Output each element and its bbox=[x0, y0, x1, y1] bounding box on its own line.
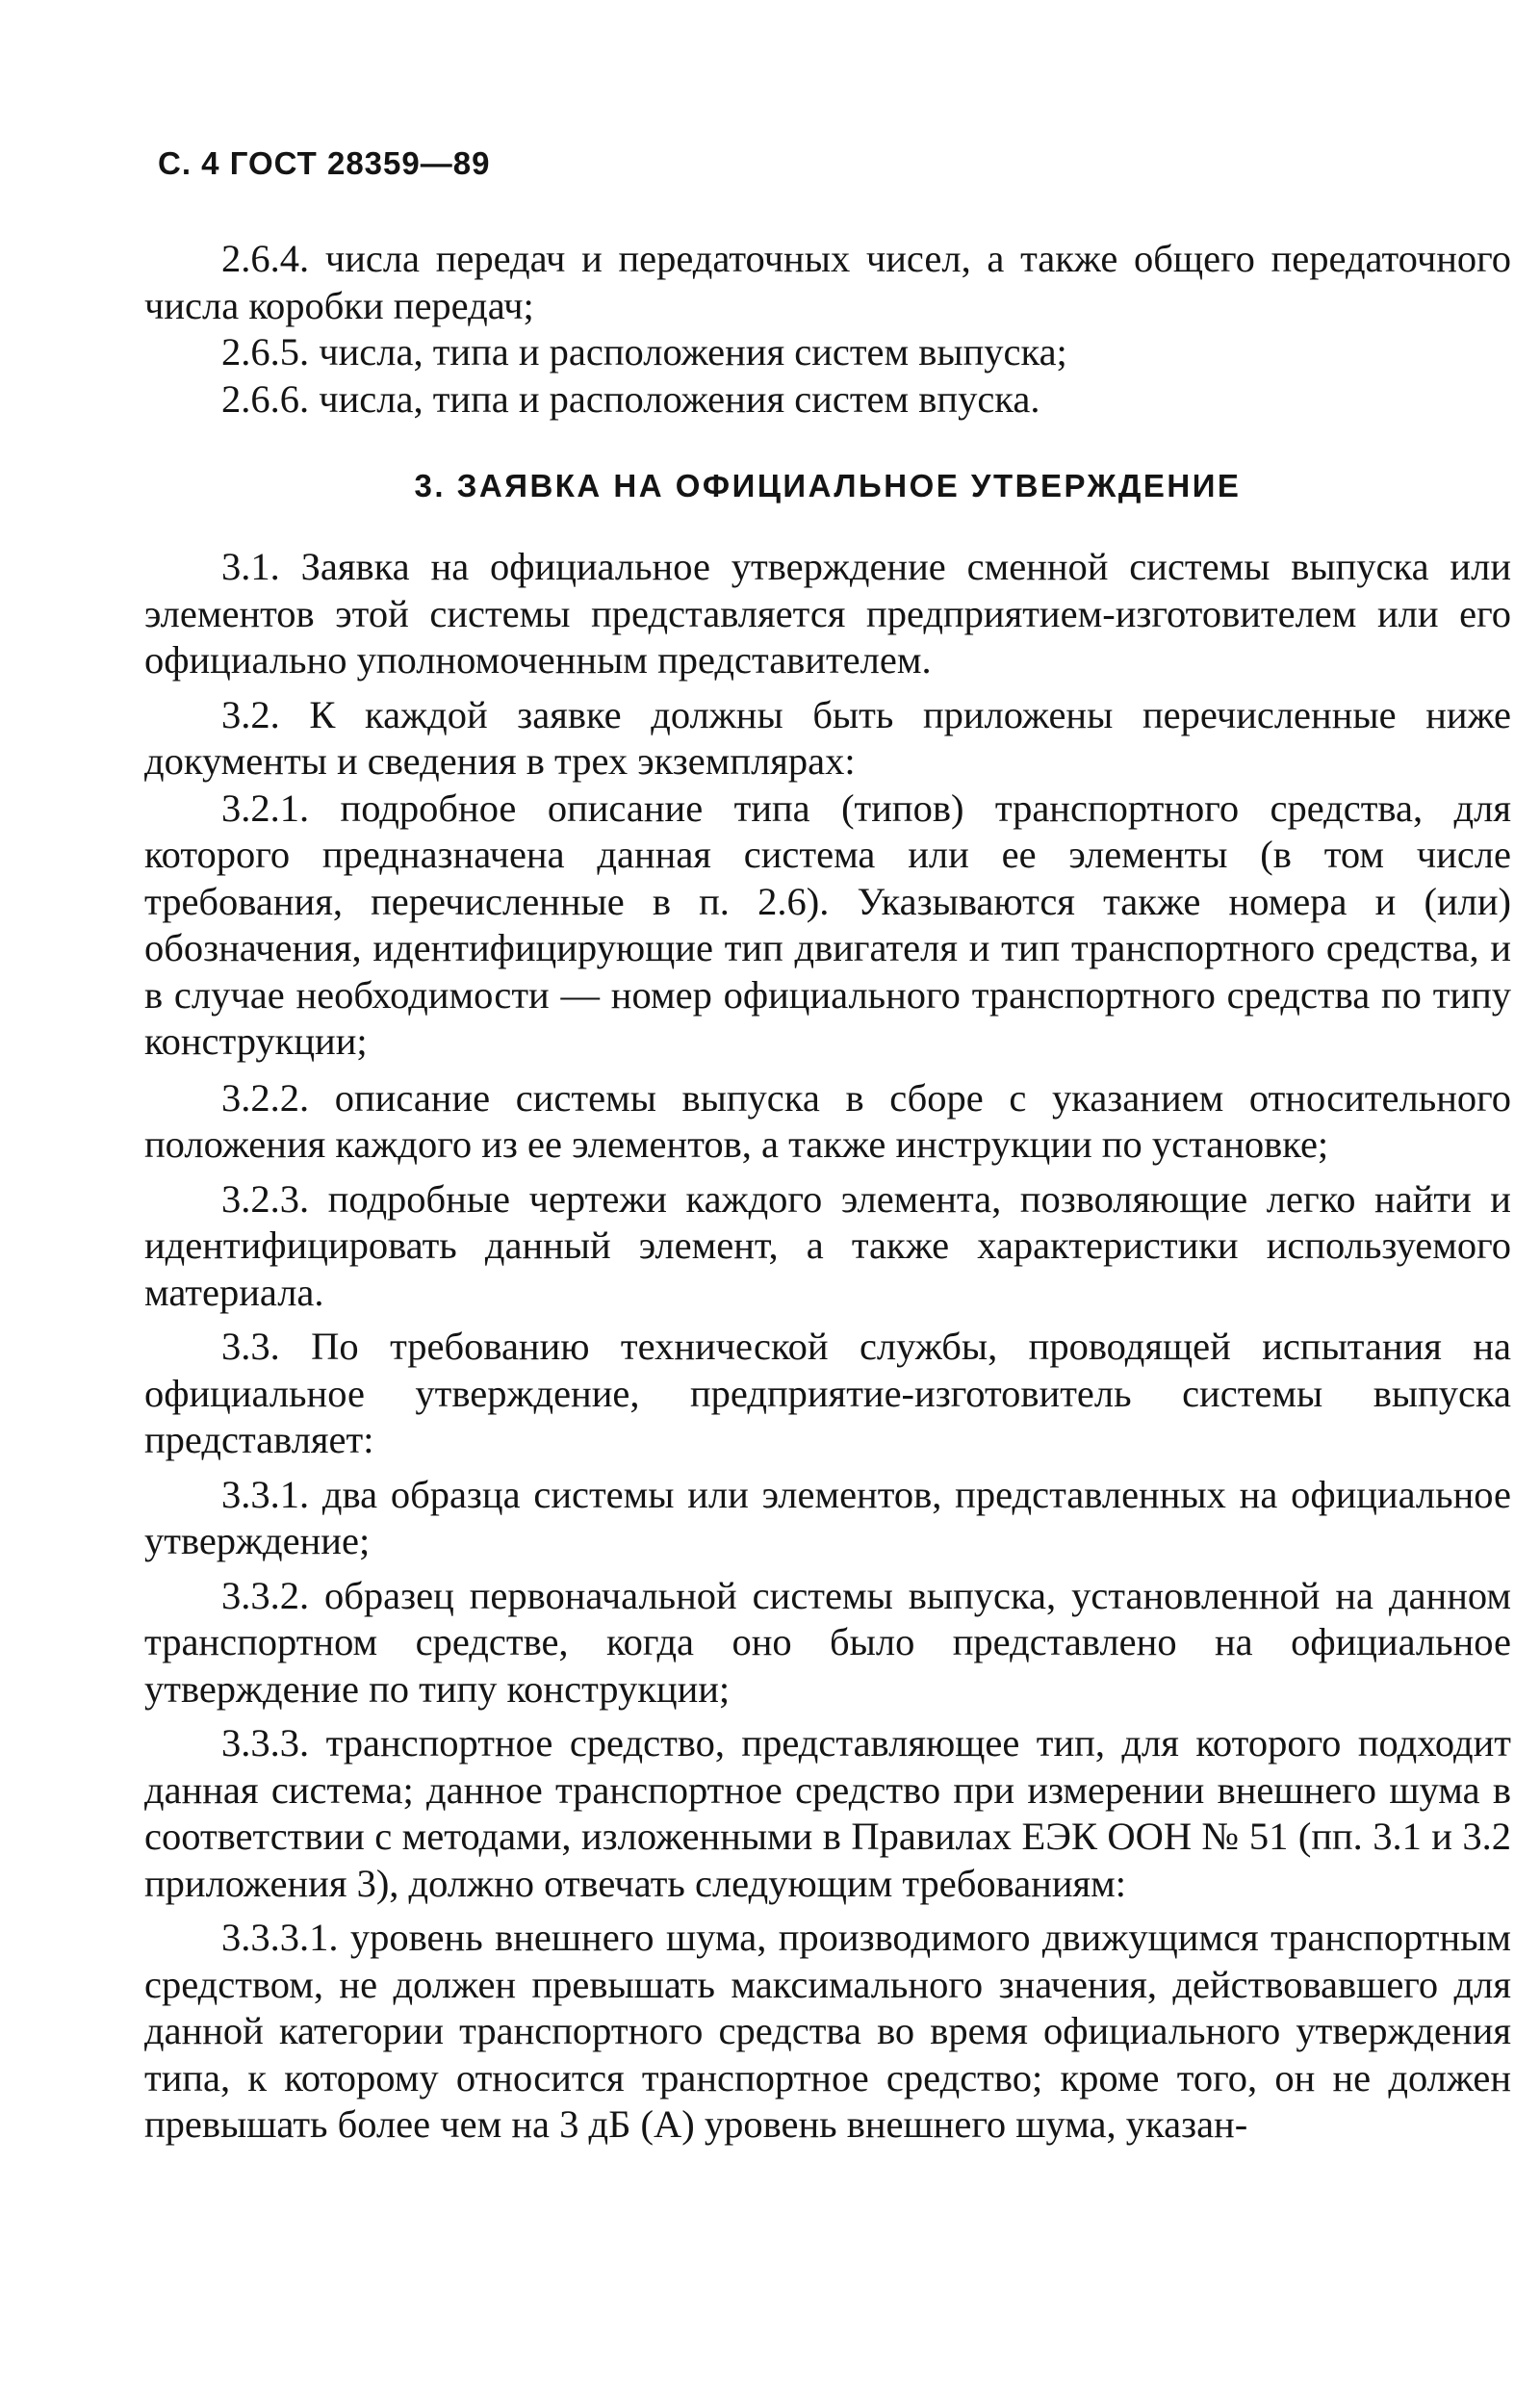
paragraph-3-1: 3.1. Заявка на официальное утверждение сменной системы выпуска или элементов этой системы представляется предприятием-изготовителем или его официально уполномоченным представителем. bbox=[144, 545, 1511, 682]
section-title: 3. ЗАЯВКА НА ОФИЦИАЛЬНОЕ УТВЕРЖДЕНИЕ bbox=[414, 468, 1242, 503]
item-2-6-6: 2.6.6. числа, типа и расположения систем впуска. bbox=[221, 376, 1040, 421]
paragraph-3-2-3: 3.2.3. подробные чертежи каждого элемента, позволяющие легко найти и идентифицировать данный элемент, а также характеристики используемого материала. bbox=[144, 1176, 1511, 1314]
paragraph-3-3-3-1: 3.3.3.1. уровень внешнего шума, производимого движущимся транспортным средством, не должен превышать максимального значения, действовавшего для данной категории транспортного средства во время официального утверждения типа, к которому относится транспортное средство; кроме того, он не должен превышать более чем на 3 дБ (А) уровень внешнего шума, указан- bbox=[144, 1916, 1511, 2146]
item-2-6-5: 2.6.5. числа, типа и расположения систем выпуска; bbox=[221, 330, 1067, 374]
paragraph-3-2-2: 3.2.2. описание системы выпуска в сборе с указанием относительного положения каждого из ее элементов, а также инструкции по установке; bbox=[144, 1075, 1511, 1166]
item-2-6-4: 2.6.4. числа передач и передаточных чисел, а также общего передаточного числа коробки передач; bbox=[144, 237, 1511, 327]
document-page bbox=[144, 144, 1511, 2149]
paragraph-3-3: 3.3. По требованию технической службы, проводящей испытания на официальное утверждение, предприятие-изготовитель системы выпуска представляет: bbox=[144, 1325, 1511, 1461]
paragraph-3-2: 3.2. К каждой заявке должны быть приложены перечисленные ниже документы и сведения в трех экземплярах: bbox=[144, 692, 1511, 783]
paragraph-3-3-1: 3.3.1. два образца системы или элементов, представленных на официальное утверждение; bbox=[144, 1472, 1511, 1562]
paragraph-3-3-3: 3.3.3. транспортное средство, представляющее тип, для которого подходит данная система; данное транспортное средство при измерении внешнего шума в соответствии с методами, изложенными в Правилах ЕЭК ООН № 51 (пп. 3.1 и 3.2 приложения 3), должно отвечать следующим требованиям: bbox=[144, 1721, 1511, 1905]
paragraph-3-2-1: 3.2.1. подробное описание типа (типов) транспортного средства, для которого предназначена данная система или ее элементы (в том числе требования, перечисленные в п. 2.6). Указываются также номера и (или) обозначения, идентифицирующие тип двигателя и тип транспортного средства, и в случае необходимости — номер официального транспортного средства по типу конструкции; bbox=[144, 786, 1511, 1063]
paragraph-3-3-2: 3.3.2. образец первоначальной системы выпуска, установленной на данном транспортном средстве, когда оно было представлено на официальное утверждение по типу конструкции; bbox=[144, 1573, 1511, 1711]
page-header: С. 4 ГОСТ 28359—89 bbox=[158, 145, 491, 181]
